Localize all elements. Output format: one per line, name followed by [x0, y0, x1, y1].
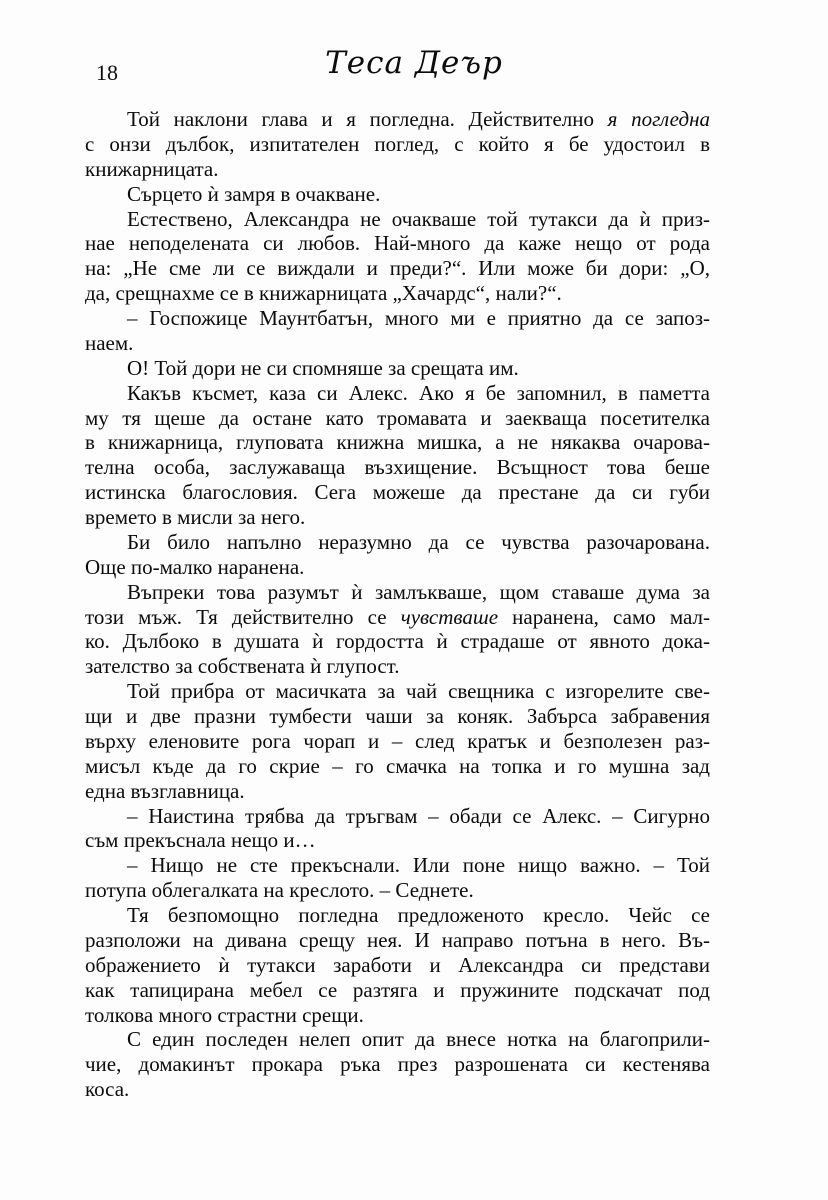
text-segment: как тапицирана мебел се разтяга и пружините подскачат под — [85, 977, 710, 1002]
text-segment: Той прибра от масичката за чай свещника с изгорелите све- — [127, 679, 710, 704]
text-line — [85, 704, 710, 729]
text-segment: О! Той дори не си спомняше за срещата им. — [127, 355, 519, 380]
text-line — [85, 729, 710, 754]
text-line — [85, 1052, 710, 1077]
text-line — [85, 555, 710, 580]
text-line — [85, 406, 710, 431]
emphasized-text: чувстваше — [400, 604, 499, 629]
text-segment: – Нищо не сте прекъснали. Или поне нищо важно. – Той — [127, 853, 710, 878]
text-line — [85, 306, 710, 331]
text-line — [85, 505, 710, 530]
text-segment: Естествено, Александра не очакваше той тутакси да ѝ приз- — [127, 206, 710, 231]
text-segment: толкова много страстни срещи. — [85, 1002, 364, 1027]
text-line — [85, 455, 710, 480]
text-segment: му тя щеше да остане като тромавата и заекваща посетителка — [85, 405, 710, 430]
text-segment: времето в мисли за него. — [85, 505, 306, 529]
text-line — [85, 928, 710, 953]
text-segment: наем. — [85, 330, 134, 355]
text-segment: с онзи дълбок, изпитателен поглед, с който я бе удостоил в — [85, 131, 710, 156]
text-segment: Въпреки това разумът ѝ замлъкваше, щом ставаше дума за — [127, 579, 710, 604]
text-line — [85, 207, 710, 232]
text-segment: коса. — [85, 1077, 130, 1102]
text-line — [85, 754, 710, 779]
text-segment: Какъв късмет, каза си Алекс. Ако я бе запомнил, в паметта — [127, 380, 710, 405]
text-line — [85, 1027, 710, 1052]
text-segment: Би било напълно неразумно да се чувства разочарована. — [127, 529, 710, 554]
text-segment: в книжарница, глуповата книжна мишка, а не някаква очарова- — [85, 430, 710, 455]
text-segment: Още по-малко наранена. — [85, 554, 305, 579]
text-segment: потупа облегалката на креслото. – Седнете. — [85, 878, 474, 903]
text-line — [85, 779, 710, 804]
text-segment: на: „Не сме ли се виждали и преди?“. Или може би дори: „О, — [85, 256, 710, 281]
text-segment: съм прекъснала нещо и… — [85, 828, 316, 853]
text-segment: нае неподелената си любов. Най-много да каже нещо от рода — [85, 231, 710, 256]
text-line — [85, 231, 710, 256]
text-segment: една възглавница. — [85, 778, 245, 803]
text-line — [85, 182, 710, 207]
text-line — [85, 480, 710, 505]
text-line — [85, 878, 710, 903]
text-segment: Той наклони глава и я погледна. Действително — [127, 107, 608, 131]
text-segment: ображението ѝ тутакси заработи и Александра си представи — [85, 952, 710, 977]
page-number: 18 — [96, 60, 118, 85]
running-head-author: Теса Деър — [325, 45, 503, 81]
text-line — [85, 654, 710, 679]
text-segment: ко. Дълбоко в душата ѝ гордостта ѝ страдаше от явното дока- — [85, 629, 710, 654]
text-body — [85, 107, 710, 1102]
text-line — [85, 107, 710, 132]
text-segment: – Наистина трябва да тръгвам – обади се Алекс. – Сигурно — [127, 803, 710, 828]
text-line — [85, 1003, 710, 1028]
text-line — [85, 605, 710, 630]
text-line — [85, 1077, 710, 1102]
text-line — [85, 381, 710, 406]
text-segment: книжарницата. — [85, 156, 219, 181]
text-segment: разположи на дивана срещу нея. И направо потъна в него. Въ- — [85, 927, 710, 952]
text-segment: мисъл къде да го скрие – го смачка на топка и го мушна зад — [85, 753, 710, 778]
text-line — [85, 679, 710, 704]
text-segment: зателство за собствената ѝ глупост. — [85, 654, 400, 679]
text-segment: Сърцето ѝ замря в очакване. — [127, 181, 381, 206]
text-line — [85, 430, 710, 455]
text-segment: – Госпожице Маунтбатън, много ми е приятно да се запоз- — [127, 306, 710, 330]
text-line — [85, 804, 710, 829]
text-segment: щи и две празни тумбести чаши за коняк. Забърса забравения — [85, 704, 710, 728]
text-segment: истинска благословия. Сега можеше да престане да си губи — [85, 480, 710, 505]
text-segment: наранена, само мал- — [498, 604, 710, 629]
text-line — [85, 331, 710, 356]
text-line — [85, 978, 710, 1003]
text-line — [85, 530, 710, 555]
text-line — [85, 629, 710, 654]
text-line — [85, 953, 710, 978]
text-line — [85, 356, 710, 381]
text-segment: този мъж. Тя действително се — [85, 604, 401, 629]
text-segment: върху еленовите рога чорап и – след кратък и безполезен раз- — [85, 728, 710, 753]
text-line — [85, 828, 710, 853]
text-line — [85, 903, 710, 928]
text-segment: телна особа, заслужаваща възхищение. Всъщност това беше — [85, 455, 710, 480]
text-segment: чие, домакинът прокара ръка през разрошената си кестенява — [85, 1052, 710, 1077]
text-segment: С един последен нелеп опит да внесе нотка на благоприли- — [127, 1027, 710, 1052]
text-line — [85, 132, 710, 157]
text-line — [85, 580, 710, 605]
text-line — [85, 281, 710, 306]
emphasized-text: я погледна — [607, 107, 711, 131]
text-line — [85, 157, 710, 182]
text-segment: Тя безпомощно погледна предложеното кресло. Чейс се — [127, 903, 710, 927]
text-segment: да, срещнахме се в книжарницата „Хачардс“, нали?“. — [85, 281, 562, 306]
text-line — [85, 256, 710, 281]
text-line — [85, 853, 710, 878]
